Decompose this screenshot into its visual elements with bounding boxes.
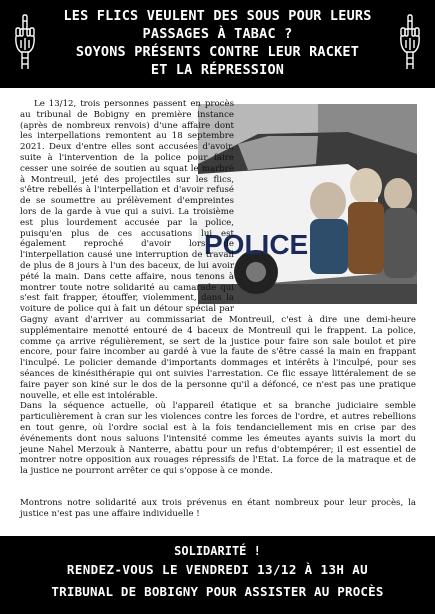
headline-line-4: ET LA RÉPRESSION xyxy=(150,62,285,78)
article-paragraph-2: Dans la séquence actuelle, où l'appareil étatique et sa branche judiciaire semble particulièrement à cran sur les violences contre les forces de l'ordre, et autres rebellions en tout genre, où l'ordre social est à la fois tendanciellement mis en crise par des événements dont nous saluons l'intensité comme les émeutes ayants suivis la mort du jeune Nahel Merzouk à Nanterre, abattu pour un refus d'obtempérer; il est essentiel de montrer notre opposition aux rouages répressifs de l'Etat. La force de la matraque et de la justice ne pourront arrêter ce qui s'oppose à ce monde. xyxy=(20,401,416,477)
header-banner xyxy=(0,0,435,88)
article-body xyxy=(20,99,416,477)
footer-banner xyxy=(0,536,435,614)
headline-line-1: LES FLICS VEULENT DES SOUS POUR LEURS xyxy=(63,8,372,24)
article-closing: Montrons notre solidarité aux trois prévenus en étant nombreux pour leur procès, la justice n'est pas une affaire individuelle ! xyxy=(20,498,416,519)
tribunal-line: TRIBUNAL DE BOBIGNY POUR ASSISTER AU PROCÈS xyxy=(51,584,384,599)
skeleton-middle-finger-icon xyxy=(12,14,38,70)
headline-line-3: SOYONS PRÉSENTS CONTRE LEUR RACKET xyxy=(75,44,360,60)
photo-spacer xyxy=(234,99,416,307)
article-paragraph-1: Le 13/12, trois personnes passent en procès au tribunal de Bobigny en première instance (après de nombreux renvois) d'une affaire dont les interpellations remontent au 18 septembre 2021. Deux d'entre elles sont accusées d'avoir, suite à l'intervention de la police pour faire cesser une soirée de soutien au squat le marbré à Montreuil, jeté des projectiles sur les flics, s'être rebellés à l'interpellation et d'avoir refusé de se soumettre au prélèvement d'empreintes lors de la garde à vue qui a suivi. La troisième est plus lourdement accusée par la police, puisqu'en plus de ces accusations lui est également reproché d'avoir lors de l'interpellation causé une interruption de travail de plus de 8 jours à l'un des baceux, de lui avoir pété la main. Dans cette affaire, nous tenons à montrer toute notre solidarité au camarade qui s'est fait frapper, étouffer, violemment, dans la voiture de police qui à fait un détour spécial par Gagny avant d'arriver au commissariat de Montreuil, c'est à dire une demi-heure supplémentaire menotté entouré de 4 baceux de Montreuil qui le frappent. La police, comme ça arrive régulièrement, se sert de la justice pour faire son sale boulot et pire encore, pour faire incomber au gardé à vue la faute de s'être cassé la main en frappant l'inculpé. Le policier demande d'importants dommages et intérêts à l'inculpé, pour ses séances de kinésithérapie qui ont suivies l'arrestation. Ce flic essaye littéralement de se faire payer son kiné sur le dos de la personne qu'il a défoncé, ce n'est pas une pratique nouvelle, et elle est intolérable. xyxy=(20,99,416,401)
solidarity-heading: SOLIDARITÉ ! xyxy=(174,544,261,558)
rendezvous-line: RENDEZ-VOUS LE VENDREDI 13/12 À 13H AU xyxy=(66,562,369,577)
headline-line-2: PASSAGES À TABAC ? xyxy=(142,26,293,42)
skeleton-middle-finger-icon xyxy=(397,14,423,70)
car-lettering: POLICE xyxy=(204,229,309,260)
